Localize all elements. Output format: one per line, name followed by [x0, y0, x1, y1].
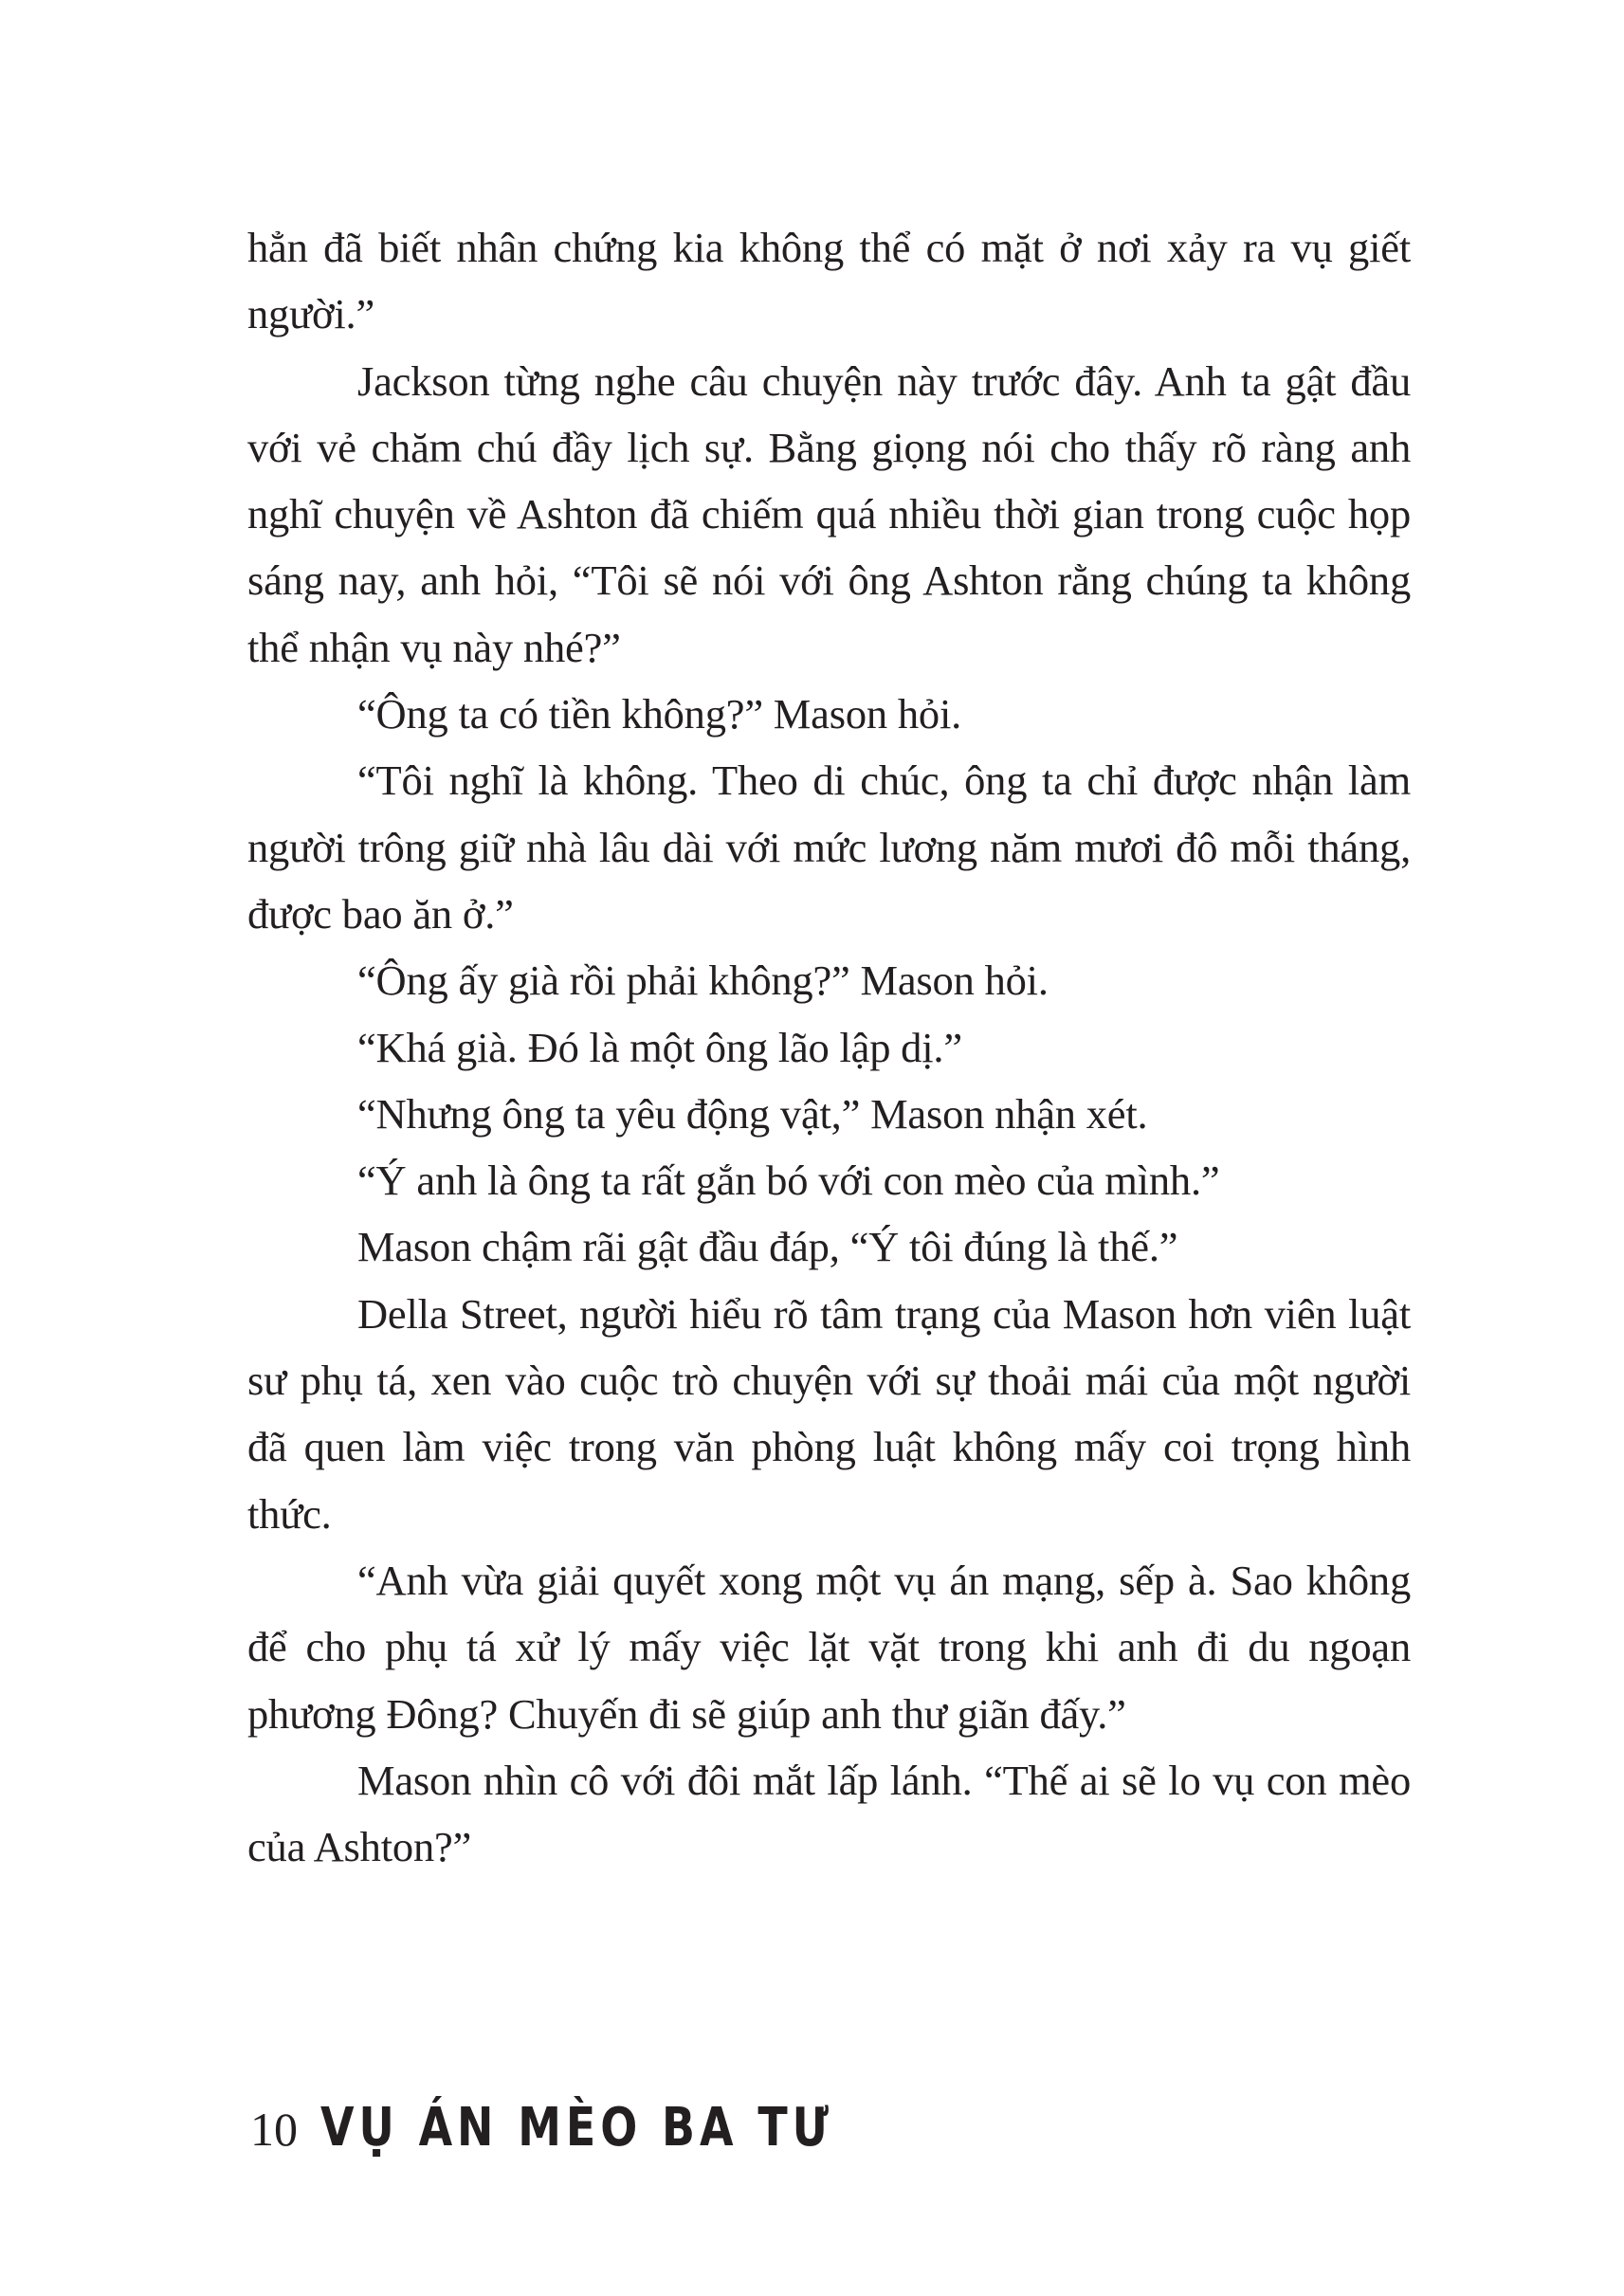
page-number: 10 — [250, 2103, 298, 2156]
paragraph: “Khá già. Đó là một ông lão lập dị.” — [357, 1023, 962, 1071]
paragraph: “Ý anh là ông ta rất gắn bó với con mèo của mình.” — [357, 1157, 1220, 1205]
paragraph: Della Street, người hiểu rõ tâm trạng của Mason hơn viên luật sư phụ tá, xen vào cuộc trò chuyện với sự thoải mái của một người đã quen làm việc trong văn phòng luật không mấy coi trọng hình thức. — [247, 1289, 1411, 1538]
paragraph: Jackson từng nghe câu chuyện này trước đây. Anh ta gật đầu với vẻ chăm chú đầy lịch sự. Bằng giọng nói cho thấy rõ ràng anh nghĩ chuyện về Ashton đã chiếm quá nhiều thời gian trong cuộc họp sáng nay, anh hỏi, “Tôi sẽ nói với ông Ashton rằng chúng ta không thể nhận vụ này nhé?” — [247, 356, 1411, 671]
paragraph: “Tôi nghĩ là không. Theo di chúc, ông ta chỉ được nhận làm người trông giữ nhà lâu dài với mức lương năm mươi đô mỗi tháng, được bao ăn ở.” — [247, 756, 1411, 938]
book-title: VỤ ÁN MÈO BA TƯ — [320, 2097, 833, 2159]
paragraph: Mason chậm rãi gật đầu đáp, “Ý tôi đúng là thế.” — [357, 1223, 1178, 1271]
paragraph: hẳn đã biết nhân chứng kia không thể có mặt ở nơi xảy ra vụ giết người.” — [247, 224, 1411, 338]
paragraph: Mason nhìn cô với đôi mắt lấp lánh. “Thế ai sẽ lo vụ con mèo của Ashton?” — [247, 1756, 1411, 1871]
paragraph: “Nhưng ông ta yêu động vật,” Mason nhận xét. — [357, 1089, 1148, 1138]
paragraph: “Anh vừa giải quyết xong một vụ án mạng, sếp à. Sao không để cho phụ tá xử lý mấy việc lặt vặt trong khi anh đi du ngoạn phương Đông? Chuyến đi sẽ giúp anh thư giãn đấy.” — [247, 1556, 1411, 1738]
page-footer — [250, 2097, 946, 2173]
paragraph: “Ông ta có tiền không?” Mason hỏi. — [357, 690, 962, 738]
page-body — [247, 214, 1411, 1880]
paragraph: “Ông ấy già rồi phải không?” Mason hỏi. — [357, 957, 1049, 1005]
